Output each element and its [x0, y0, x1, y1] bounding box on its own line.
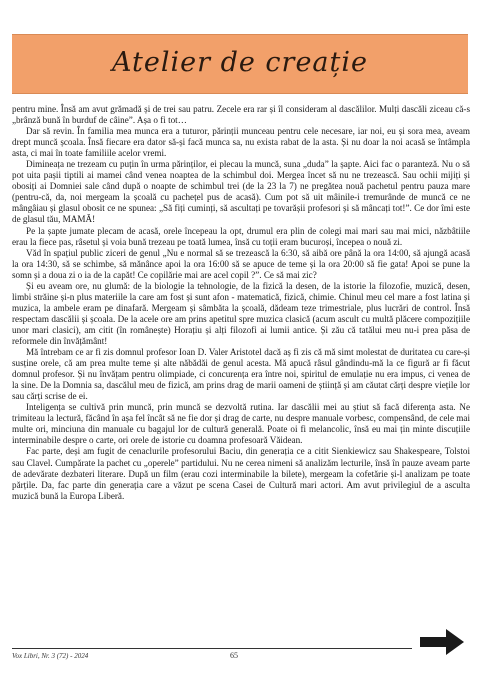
arrow-right-icon: [420, 628, 464, 656]
section-title: Atelier de creație: [111, 47, 368, 78]
paragraph: Văd în spațiul public ziceri de genul „Nu e normal să se trezească la 6:30, să aibă ore până la ora 14:00, să ajungă acasă la ora 14:30, să se schimbe, să mănânce apoi la ora 16:00 să se apuce de teme și la ora 20:00 să fie gata! Apoi se pune la somn și a doua zi o ia de la capăt! Ce copilărie mai are acel copil ?”. Ce să mai zic?: [12, 247, 470, 280]
footer-divider: [12, 648, 412, 649]
header-banner: [12, 34, 468, 94]
paragraph: Pe la șapte jumate plecam de acasă, orele începeau la opt, drumul era plin de colegi mai mari sau mai mici, năzbâtiile erau la fiece pas, râsetul și voia bună trezeau pe toată lumea, însă cu toții eram bucuroși, începea o nouă zi.: [12, 225, 470, 247]
paragraph: Și eu aveam ore, nu glumă: de la biologie la tehnologie, de la fizică la desen, de la istorie la filozofie, muzică, desen, limbi străine și-n plus materiile la care am fost și sunt afon - matematică, fizică, chimie. Chinul meu cel mare a fost latina și muzica, la ambele eram pe dinafară. Mergeam și sâmbăta la școală, dădeam teze trimestriale, plus lucrări de control. Însă respectam dascălii și școala. De la acele ore am prins apetitul spre muzica clasică (acum ascult cu multă plăcere compozițiile unor mari clasici), am citit (în românește) Horațiu și alți filozofi ai lumii antice. Și zău că tatălui meu nu-i prea păsa de reformele din învățământ!: [12, 280, 470, 346]
paragraph: pentru mine. Însă am avut grămadă și de trei sau patru. Zecele era rar și îl consideram al dascălilor. Mulți dascăli ziceau că-s „brânză bună în burduf de câine”. Așa o fi tot…: [12, 104, 470, 126]
page-number: 65: [230, 651, 238, 660]
journal-issue: Vox Libri, Nr. 3 (72) - 2024: [12, 652, 89, 660]
paragraph: Dar să revin. În familia mea munca era a tuturor, părinții munceau pentru cele necesare, iar noi, eu și sora mea, aveam drept muncă școala. Însă fiecare era dator să-și facă munca sa, nu exista rabat de la asta. Și nu doar la noi acasă se întâmpla asta, ci mai în toate familiile acelor vremi.: [12, 126, 470, 159]
article-body: [12, 104, 470, 502]
paragraph: Dimineața ne trezeam cu puțin în urma părinților, ei plecau la muncă, suna „duda” la șapte. Aici fac o paranteză. Nu o să pot uita pașii tiptili ai mamei când venea noaptea de la schimbul doi. Mergea încet să nu ne trezească. Sau ochii mijiți și obosiți ai Domniei sale când după o noapte de schimbul trei (de la 23 la 7) ne pregătea nouă pachetul pentru pauza mare (pentru-că, da, noi mergeam la școală cu pachețel pus de acasă). Cum pot să uit mâinile-i tremurânde de muncă ce ne mângâiau și glasul obosit ce ne spunea: „Să fiți cuminți, să ascultați pe tovarășii profesori și să mâncați tot!”. Ce dor îmi este de glasul tău, MAMĂ!: [12, 159, 470, 225]
paragraph: Inteligența se cultivă prin muncă, prin muncă se dezvoltă rutina. Iar dascălii mei au știut să facă diferența asta. Ne trimiteau la lectură, făcând în așa fel încât să ne fie dor și drag de carte, nu despre manuale vorbesc, compensând, de cele mai multe ori, minciuna din manuale cu bagajul lor de cultură generală. Poate oi fi melancolic, însă eu mai țin minte discuțiile interminabile despre o carte, ori orele de istorie cu doamna profesoară Văidean.: [12, 402, 470, 446]
paragraph: Fac parte, deși am fugit de cenaclurile profesorului Baciu, din generația ce a citit Sienkiewicz sau Shakespeare, Tolstoi sau Clavel. Cumpărate la pachet cu „operele” partidului. Nu ne cerea nimeni să analizăm lecturile, însă în pauze aveam parte de adevărate dezbateri literare. După un film (erau cozi interminabile la bilete), mergeam la cofetărie și-l analizam pe toate părțile. Da, fac parte din generația care a văzut pe scena Casei de Cultură mari actori. Am avut privilegiul de a asculta muzică bună la Europa Liberă.: [12, 446, 470, 501]
paragraph: Mă întrebam ce ar fi zis domnul profesor Ioan D. Valer Aristotel dacă aș fi zis că mă simt molestat de duritatea cu care-și susține orele, că am prea multe teme și alte năbădăi de genul acesta. Mă apucă râsul gândindu-mă la ce figură ar fi făcut domnul profesor. Și nu învățam pentru olimpiade, ci concurența era între noi, spiritul de emulație nu era impus, ci venea de la sine. De la Domnia sa, dascălul meu de fizică, am prins drag de marii oameni de știință și am căutat cărți despre viețile lor sau cărți scrise de ei.: [12, 347, 470, 402]
